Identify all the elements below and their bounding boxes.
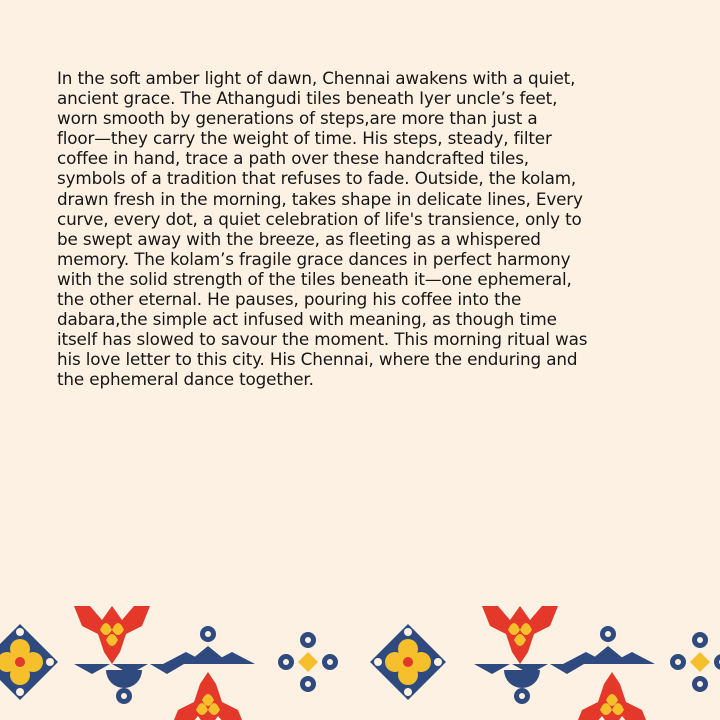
lotus-motif <box>170 672 246 720</box>
story-line: In the soft amber light of dawn, Chennai awakens with a quiet, <box>57 68 576 88</box>
story-line: the ephemeral dance together. <box>57 369 314 390</box>
lotus-motif <box>482 606 558 664</box>
kolam-dot-motif <box>670 632 720 692</box>
story-line: coffee in hand, trace a path over these handcrafted tiles, <box>57 148 529 169</box>
story-line: itself has slowed to savour the moment. This morning ritual was <box>57 329 588 350</box>
drop-moon-motif <box>106 670 142 704</box>
story-line: ancient grace. The Athangudi tiles beneath Iyer uncle’s feet, <box>57 88 558 109</box>
story-line: curve, every dot, a quiet celebration of life's transience, only to <box>57 208 582 229</box>
story-line: his love letter to this city. His Chennai, where the enduring and <box>57 349 578 370</box>
diamond-flower-motif <box>370 624 446 700</box>
story-line: be swept away with the breeze, as fleeting as a whispered <box>57 228 541 249</box>
story-line: drawn fresh in the morning, takes shape in delicate lines, Every <box>57 188 583 209</box>
story-line: floor—they carry the weight of time. His steps, steady, filter <box>57 128 552 149</box>
lotus-motif <box>574 672 650 720</box>
story-line: memory. The kolam’s fragile grace dances in perfect harmony <box>57 248 571 269</box>
story-line: dabara,the simple act infused with meaning, as though time <box>57 309 557 330</box>
drop-moon-motif <box>504 670 540 704</box>
story-line: worn smooth by generations of steps,are more than just a <box>57 108 538 129</box>
story-line: the other eternal. He pauses, pouring his coffee into the <box>57 289 522 310</box>
decorative-kolam-border <box>0 600 720 720</box>
lotus-motif <box>74 606 150 664</box>
story-paragraph <box>57 68 667 390</box>
diamond-flower-motif <box>0 624 58 700</box>
story-line: with the solid strength of the tiles beneath it—one ephemeral, <box>57 268 572 289</box>
story-line: symbols of a tradition that refuses to fade. Outside, the kolam, <box>57 168 577 189</box>
kolam-dot-motif <box>278 632 338 692</box>
